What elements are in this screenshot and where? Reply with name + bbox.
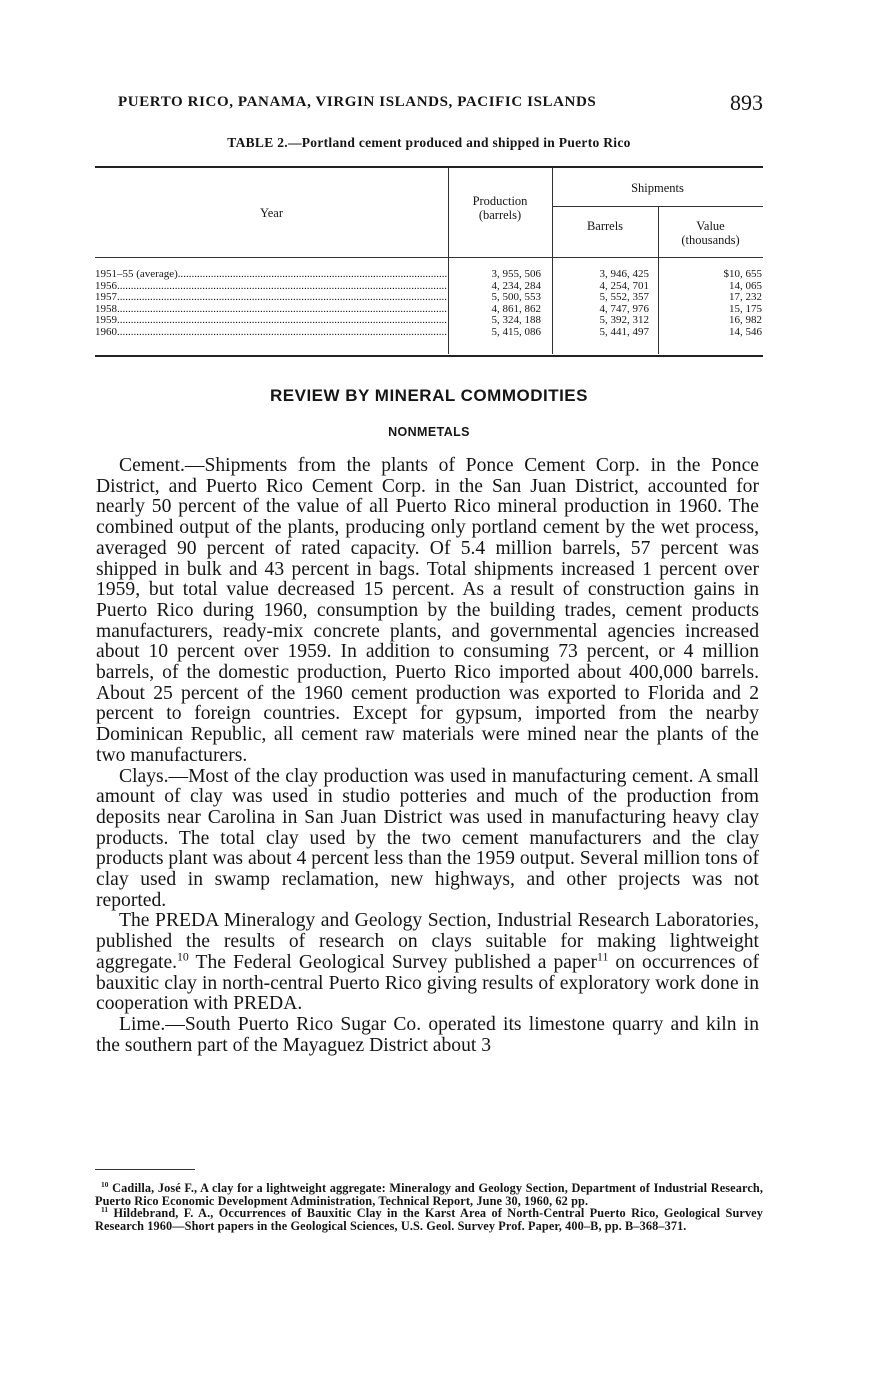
table-row <box>95 304 763 316</box>
paragraph-text: —Most of the clay production was used in manufacturing cement. A small amount of clay was used in studio potteries and much of the production from deposits near Carolina in San Juan District was used in manufacturing heavy clay products. The total clay used by the two cement manufacturers and the clay products plant was about 4 percent less than the 1959 output. Several million tons of clay used in swamp reclamation, new highways, and other projects was not reported. <box>96 765 759 911</box>
header-barrels: Barrels <box>586 219 624 233</box>
table-shipments-rule <box>552 206 763 207</box>
row-barrels: 5, 441, 497 <box>599 325 649 338</box>
row-value: 17, 232 <box>729 291 762 303</box>
header-production <box>448 194 552 222</box>
paragraph-text: The PREDA Mineralogy and Geology Section, Industrial Research Laboratories, published the results of research on clays suitable for making lightweight aggregate. <box>96 910 759 973</box>
row-value: 14, 065 <box>729 279 762 292</box>
row-barrels: 5, 392, 312 <box>599 314 649 326</box>
row-production: 3, 955, 506 <box>491 268 541 280</box>
row-value: 16, 982 <box>729 314 762 326</box>
table-row <box>95 281 763 293</box>
paragraph-clays <box>96 767 759 912</box>
footnote-text: Cadilla, José F., A clay for a lightweight aggregate: Mineralogy and Geology Section, Department of Industrial Research, Puerto Rico Economic Development Administration, Technical Report, June 30, 1960, 62 pp. <box>95 1181 763 1208</box>
footnote <box>95 1204 763 1233</box>
paragraph-text: —Shipments from the plants of Ponce Cement Corp. in the Ponce District, and Puerto Rico Cement Corp. in the San Juan District, accounted for nearly 50 percent of the value of all Puerto Rico mineral production in 1960. The combined output of the plants, producing only portland cement by the wet process, averaged 90 percent of rated capacity. Of 5.4 million barrels, 57 percent was shipped in bulk and 43 percent in bags. Total shipments increased 1 percent over 1959, but total value decreased 15 percent. As a result of construction gains in Puerto Rico during 1960, consumption by the building trades, cement products manufacturers, ready-mix concrete plants, and governmental agencies increased about 10 percent over 1959. In addition to consuming 73 percent, or 4 million barrels, of the domestic production, Puerto Rico imported about 400,000 barrels. About 25 percent of the 1960 cement production was exported to Florida and 2 percent to foreign countries. Except for gypsum, imported from the nearby Dominican Republic, all cement raw materials were mined near the plants of the two manufacturers. <box>96 455 759 766</box>
footnote-mark: 11 <box>101 1204 109 1214</box>
header-shipments: Shipments <box>631 181 684 195</box>
section-heading: REVIEW BY MINERAL COMMODITIES <box>269 386 588 405</box>
footnote-ref[interactable]: 10 <box>177 950 189 964</box>
paragraph-preda <box>96 911 759 1015</box>
row-value: 14, 546 <box>729 325 762 338</box>
row-barrels: 4, 747, 976 <box>599 302 649 315</box>
row-production: 4, 234, 284 <box>491 279 541 292</box>
row-production: 5, 500, 553 <box>491 291 541 303</box>
header-value <box>658 219 763 247</box>
paragraph-lead: Lime. <box>119 1013 166 1035</box>
row-year: 1957 ..... <box>95 292 447 304</box>
section-subheading: NONMETALS <box>388 425 470 439</box>
row-year: 1951–55 (average) ..... <box>95 269 447 281</box>
row-year: 1959 ..... <box>95 315 447 327</box>
row-year: 1960 ..... <box>95 327 447 339</box>
row-production: 5, 324, 188 <box>491 314 541 326</box>
row-barrels: 3, 946, 425 <box>599 268 649 280</box>
paragraph-text: —South Puerto Rico Sugar Co. operated its limestone quarry and kiln in the southern part of the Mayaguez District about 3 <box>96 1013 759 1056</box>
header-production-unit: (barrels) <box>478 208 522 222</box>
table-caption: TABLE 2.—Portland cement produced and shipped in Puerto Rico <box>227 135 631 150</box>
table-row <box>95 292 763 304</box>
row-value: 15, 175 <box>729 302 762 315</box>
header-value-unit: (thousands) <box>681 233 740 247</box>
table-header-rule <box>95 257 763 258</box>
footnotes <box>95 1179 763 1233</box>
table-top-rule <box>95 166 763 168</box>
footnote-ref[interactable]: 11 <box>597 950 609 964</box>
header-production-label: Production <box>472 194 528 208</box>
header-value-label: Value <box>696 219 725 233</box>
row-barrels: 5, 552, 357 <box>599 291 649 303</box>
paragraph-lime <box>96 1015 759 1056</box>
footnote-mark: 10 <box>101 1179 109 1189</box>
running-title: PUERTO RICO, PANAMA, VIRGIN ISLANDS, PACIFIC ISLANDS <box>118 94 597 110</box>
paragraph-text: on occurrences of bauxitic clay in north-central Puerto Rico giving results of exploratory work done in cooperation with PREDA. <box>96 951 759 1015</box>
footnote-text: Hildebrand, F. A., Occurrences of Bauxitic Clay in the Karst Area of North-Central Puerto Rico, Geological Survey Research 1960—Short papers in the Geological Sciences, U.S. Geol. Survey Prof. Paper, 400–B, pp. B–368–371. <box>95 1206 763 1233</box>
header-year: Year <box>259 206 284 220</box>
body-text <box>96 456 759 1056</box>
paragraph-lead: Clays. <box>119 765 169 787</box>
paragraph-lead: Cement. <box>119 455 185 476</box>
row-value: $10, 655 <box>723 268 762 280</box>
row-year: 1958 ..... <box>95 304 447 316</box>
footnote <box>95 1179 763 1208</box>
paragraph-text: The Federal Geological Survey published a paper <box>188 951 597 973</box>
table-row <box>95 315 763 327</box>
row-production: 5, 415, 086 <box>491 325 541 338</box>
table-row <box>95 327 763 339</box>
table-row <box>95 269 763 281</box>
running-head <box>95 90 763 116</box>
page-number: 893 <box>730 90 763 115</box>
row-barrels: 4, 254, 701 <box>599 279 649 292</box>
row-production: 4, 861, 862 <box>491 302 541 315</box>
table-bottom-rule <box>95 355 763 357</box>
paragraph-cement <box>96 456 759 767</box>
row-year: 1956 ..... <box>95 281 447 293</box>
footnote-rule <box>95 1169 195 1170</box>
